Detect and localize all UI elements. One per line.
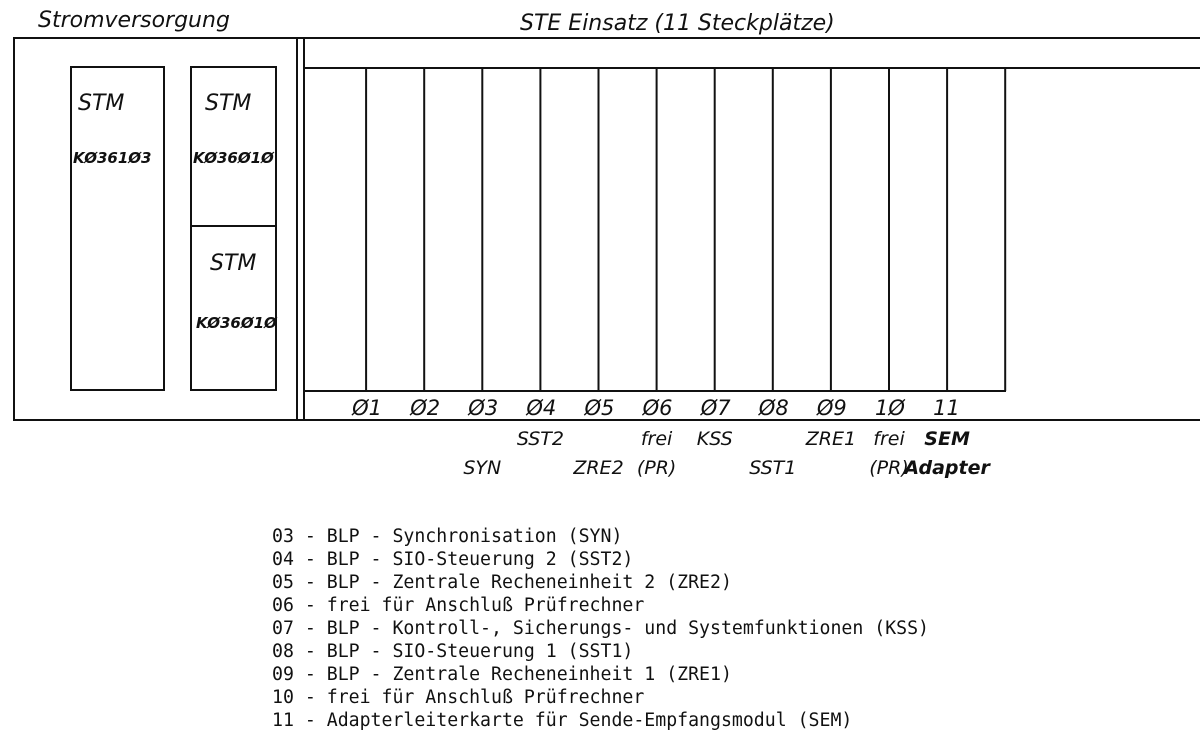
- slot-label: SYN: [463, 457, 502, 479]
- stm-module-1-part: KØ361Ø3: [73, 149, 152, 167]
- slot-number: Ø2: [410, 396, 441, 420]
- slot-number: 1Ø: [875, 396, 905, 420]
- slot-label: SEM: [924, 428, 970, 450]
- ste-insert-section: [304, 68, 1200, 420]
- legend-line: 11 - Adapterleiterkarte für Sende-Empfangsmodul (SEM): [272, 710, 853, 731]
- legend-line: 09 - BLP - Zentrale Recheneinheit 1 (ZRE1): [272, 664, 732, 685]
- legend-line: 03 - BLP - Synchronisation (SYN): [272, 526, 623, 547]
- stm-module-3-part: KØ36Ø1Ø: [196, 314, 277, 332]
- legend-line: 08 - BLP - SIO-Steuerung 1 (SST1): [272, 641, 634, 662]
- legend-line: 07 - BLP - Kontroll-, Sicherungs- und Systemfunktionen (KSS): [272, 618, 929, 639]
- slot-label: (PR): [636, 457, 677, 479]
- legend-line: 04 - BLP - SIO-Steuerung 2 (SST2): [272, 549, 634, 570]
- slot-number: 11: [933, 396, 960, 420]
- slot-label: SST2: [516, 428, 564, 450]
- slot-number: Ø8: [758, 396, 789, 420]
- stm-module-3-name: STM: [210, 251, 257, 276]
- stm-module-2-part: KØ36Ø1Ø: [193, 149, 274, 167]
- slot-numbers: [351, 396, 960, 420]
- slot-number: Ø3: [468, 396, 499, 420]
- slot-label: ZRE2: [573, 457, 624, 479]
- slot-number: Ø9: [816, 396, 847, 420]
- slot-number: Ø7: [700, 396, 731, 420]
- legend-line: 05 - BLP - Zentrale Recheneinheit 2 (ZRE2): [272, 572, 732, 593]
- slot-label: SST1: [749, 457, 797, 479]
- power-supply-title: Stromversorgung: [38, 8, 230, 33]
- slot-legend: [272, 525, 929, 732]
- slot-number: Ø4: [526, 396, 557, 420]
- slot-label: Adapter: [904, 457, 990, 479]
- slot-number: Ø6: [642, 396, 673, 420]
- slot-label: frei: [873, 428, 905, 450]
- slot-number: Ø5: [584, 396, 615, 420]
- slot-dividers: [366, 68, 1005, 391]
- slot-label: KSS: [696, 428, 733, 450]
- legend-line: 10 - frei für Anschluß Prüfrechner: [272, 687, 645, 708]
- stm-module-2-name: STM: [205, 91, 252, 116]
- stm-module-1-name: STM: [78, 91, 125, 116]
- power-supply-section: [71, 67, 278, 390]
- legend-line: 06 - frei für Anschluß Prüfrechner: [272, 595, 645, 616]
- ste-insert-title: STE Einsatz (11 Steckplätze): [520, 11, 835, 36]
- slot-label: ZRE1: [805, 428, 857, 450]
- slot-number: Ø1: [352, 396, 382, 420]
- slot-label: (PR): [869, 457, 909, 479]
- slot-label: frei: [640, 428, 673, 450]
- slot-labels: [463, 428, 991, 479]
